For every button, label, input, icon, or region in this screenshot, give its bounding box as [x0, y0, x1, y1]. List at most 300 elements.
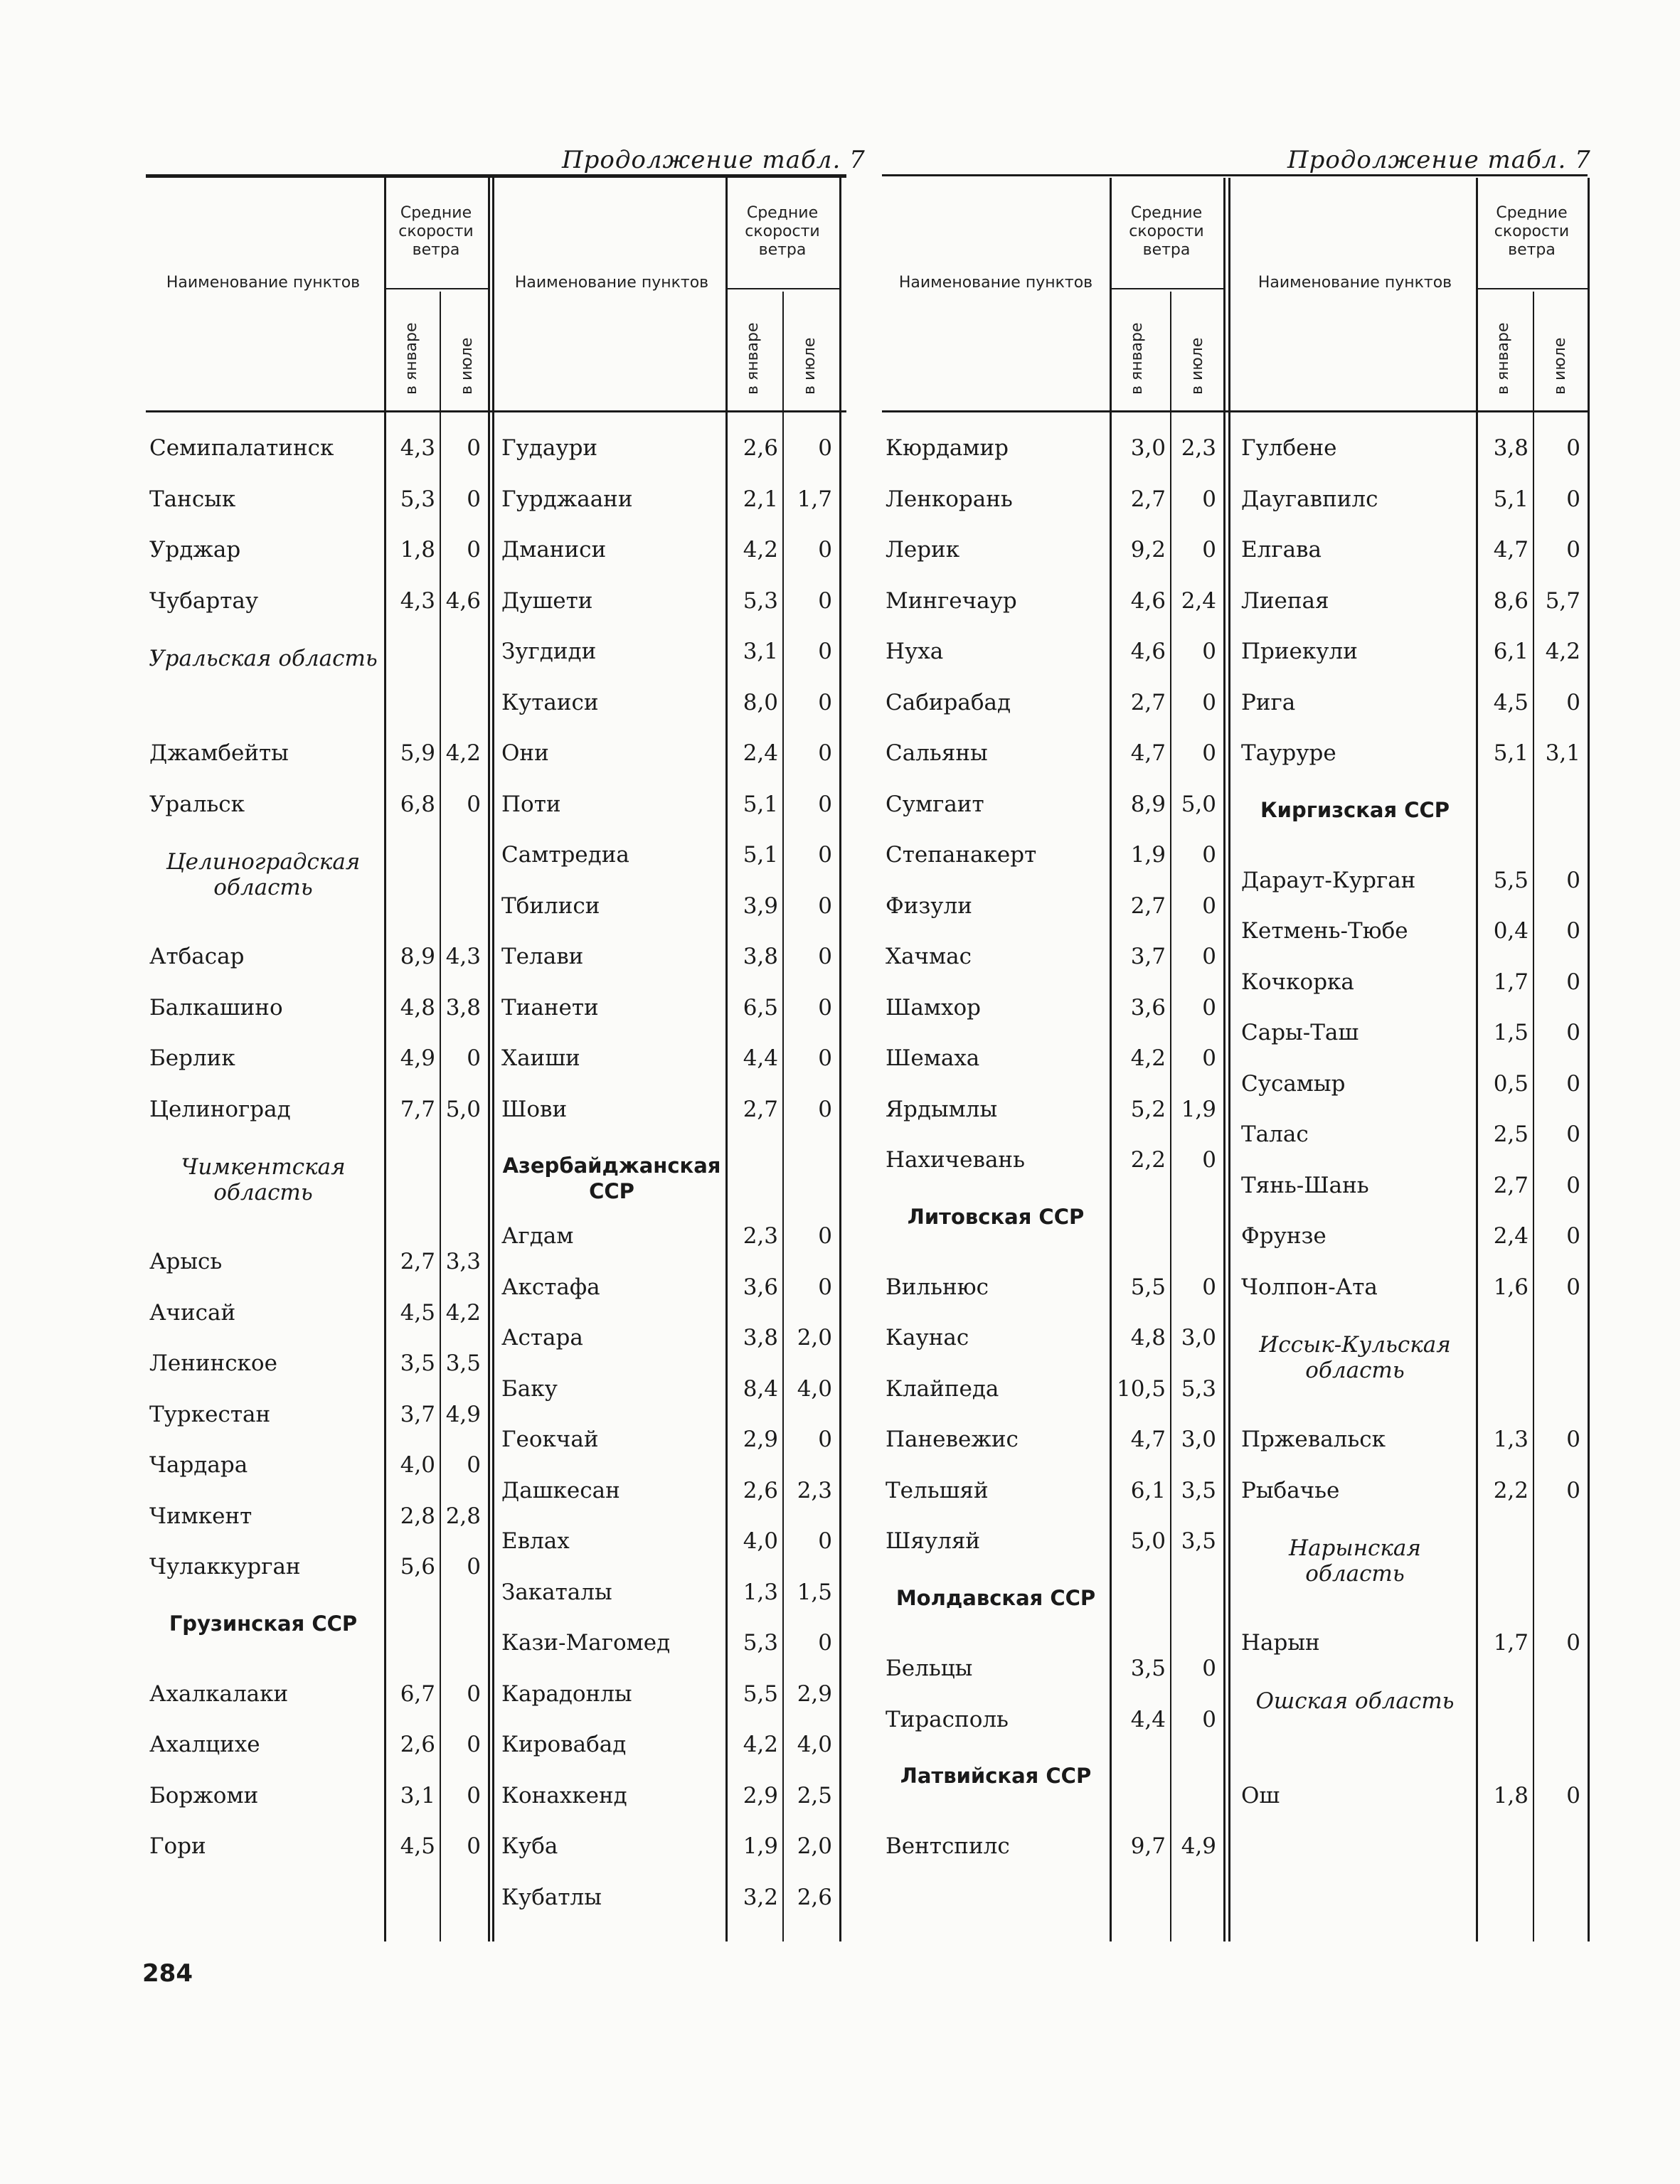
july-value: 0 — [1202, 1147, 1216, 1173]
july-value: 0 — [467, 435, 481, 461]
january-value: 8,0 — [743, 689, 778, 715]
july-value: 0 — [1566, 918, 1580, 944]
republic-heading: Киргизская ССР — [1260, 797, 1450, 822]
january-value: 2,5 — [1493, 1122, 1529, 1148]
july-value: 0 — [1202, 893, 1216, 919]
january-value: 5,1 — [743, 842, 778, 868]
july-value: 0 — [1566, 1477, 1580, 1503]
station-name: Чолпон-Ата — [1241, 1274, 1378, 1300]
july-value: 0 — [818, 791, 832, 817]
january-value: 4,6 — [1130, 587, 1166, 614]
january-value: 2,7 — [1130, 689, 1166, 715]
january-value: 2,7 — [1130, 893, 1166, 919]
july-value: 5,7 — [1545, 587, 1580, 614]
january-value: 5,6 — [400, 1554, 435, 1580]
july-value: 2,9 — [797, 1680, 832, 1707]
july-value: 0 — [1202, 689, 1216, 715]
january-value: 3,1 — [743, 639, 778, 664]
july-value: 0 — [467, 1833, 481, 1860]
july-value: 3,5 — [1181, 1528, 1216, 1555]
july-value: 4,2 — [1545, 639, 1580, 664]
january-value: 0,4 — [1493, 918, 1529, 944]
station-name: Ахалцихе — [149, 1732, 260, 1758]
station-name: Ачисай — [149, 1299, 236, 1326]
july-value: 1,7 — [797, 486, 832, 512]
station-name: Талас — [1241, 1122, 1309, 1148]
station-name: Конахкенд — [501, 1782, 627, 1809]
january-value: 2,6 — [743, 1477, 778, 1503]
station-name: Тауруре — [1241, 740, 1336, 766]
station-name: Нахичевань — [886, 1147, 1025, 1173]
july-value: 0 — [1566, 689, 1580, 715]
header-speed-label: Средние скорости ветра — [1494, 204, 1570, 259]
january-value: 2,2 — [1493, 1477, 1529, 1503]
january-value: 2,3 — [743, 1223, 778, 1250]
station-name: Тирасполь — [886, 1706, 1009, 1732]
july-value: 0 — [818, 1528, 832, 1555]
station-name: Степанакерт — [886, 842, 1037, 868]
january-value: 1,7 — [1493, 1630, 1529, 1656]
january-value: 4,8 — [400, 994, 435, 1021]
july-value: 2,3 — [1181, 435, 1216, 461]
station-name: Физули — [886, 893, 972, 919]
july-value: 0 — [1566, 486, 1580, 512]
july-value: 5,0 — [1181, 791, 1216, 817]
july-value: 0 — [467, 1045, 481, 1071]
station-name: Астара — [501, 1325, 583, 1351]
january-value: 5,1 — [1493, 740, 1529, 766]
station-name: Шови — [501, 1096, 568, 1122]
july-value: 0 — [1202, 1274, 1216, 1300]
station-name: Кюрдамир — [886, 435, 1009, 461]
july-value: 4,6 — [445, 587, 481, 614]
header-rule-right — [882, 410, 1588, 412]
republic-heading: Латвийская ССР — [900, 1764, 1092, 1788]
january-value: 9,2 — [1130, 537, 1166, 563]
july-value: 0 — [818, 994, 832, 1021]
july-value: 0 — [467, 537, 481, 563]
july-value: 0 — [1202, 740, 1216, 766]
january-value: 1,8 — [1493, 1782, 1529, 1809]
station-name: Ленинское — [149, 1351, 277, 1376]
july-value: 0 — [1566, 1070, 1580, 1097]
july-value: 0 — [1566, 1782, 1580, 1809]
station-name: Агдам — [501, 1223, 574, 1250]
july-value: 4,2 — [445, 740, 481, 766]
station-name: Нуха — [886, 639, 944, 664]
region-heading: Иссык-Кульская область — [1259, 1332, 1451, 1384]
station-name: Зугдиди — [501, 639, 597, 664]
july-value: 4,9 — [1181, 1833, 1216, 1860]
republic-heading: Молдавская ССР — [895, 1585, 1096, 1610]
january-value: 8,6 — [1493, 587, 1529, 614]
july-value: 0 — [1202, 639, 1216, 664]
january-value: 2,2 — [1130, 1147, 1166, 1173]
january-value: 1,9 — [743, 1833, 778, 1860]
july-value: 4,0 — [797, 1375, 832, 1402]
july-value: 2,6 — [797, 1884, 832, 1910]
january-value: 3,5 — [1130, 1656, 1166, 1681]
station-name: Они — [501, 740, 549, 766]
station-name: Кази-Магомед — [501, 1630, 671, 1656]
january-value: 2,6 — [743, 435, 778, 461]
station-name: Даугавпилс — [1241, 486, 1378, 512]
station-name: Гудаури — [501, 435, 598, 461]
july-value: 0 — [467, 1732, 481, 1758]
col-line — [839, 178, 841, 1941]
july-value: 0 — [1566, 1630, 1580, 1656]
region-heading: Целиноградская область — [166, 849, 361, 900]
january-value: 1,7 — [1493, 969, 1529, 995]
station-name: Тбилиси — [501, 893, 600, 919]
header-january-label: в январе — [403, 322, 420, 395]
january-value: 2,7 — [1493, 1172, 1529, 1198]
page-number: 284 — [142, 1959, 193, 1988]
july-value: 0 — [467, 1554, 481, 1580]
january-value: 9,7 — [1130, 1833, 1166, 1860]
january-value: 4,6 — [1130, 639, 1166, 664]
january-value: 5,3 — [743, 1630, 778, 1656]
july-value: 0 — [1566, 867, 1580, 893]
july-value: 3,0 — [1181, 1325, 1216, 1351]
station-name: Елгава — [1241, 537, 1322, 563]
july-value: 0 — [467, 1680, 481, 1707]
july-value: 0 — [818, 842, 832, 868]
july-value: 4,0 — [797, 1732, 832, 1758]
january-value: 5,1 — [1493, 486, 1529, 512]
july-value: 0 — [1566, 1020, 1580, 1046]
station-name: Вентспилс — [886, 1833, 1010, 1860]
station-name: Ярдымлы — [886, 1096, 998, 1122]
january-value: 5,5 — [1493, 867, 1529, 893]
july-value: 0 — [1566, 1223, 1580, 1250]
header-july-label: в июле — [801, 337, 819, 395]
january-value: 3,7 — [1130, 944, 1166, 969]
january-value: 4,2 — [743, 1732, 778, 1758]
station-name: Фрунзе — [1241, 1223, 1327, 1250]
july-value: 0 — [818, 1045, 832, 1071]
station-name: Уральск — [149, 791, 245, 817]
july-value: 0 — [1566, 1122, 1580, 1148]
top-rule-left — [146, 174, 846, 178]
station-name: Дараут-Курган — [1241, 867, 1416, 893]
january-value: 4,3 — [400, 587, 435, 614]
station-name: Мингечаур — [886, 587, 1017, 614]
july-value: 0 — [818, 1223, 832, 1250]
july-value: 4,2 — [445, 1299, 481, 1326]
station-name: Чимкент — [149, 1503, 252, 1529]
january-value: 3,8 — [1493, 435, 1529, 461]
col-line — [1223, 178, 1226, 1941]
january-value: 10,5 — [1116, 1375, 1166, 1402]
january-value: 8,9 — [1130, 791, 1166, 817]
station-name: Хачмас — [886, 944, 972, 969]
january-value: 5,0 — [1130, 1528, 1166, 1555]
station-name: Телави — [501, 944, 584, 969]
header-name-label: Наименование пунктов — [166, 274, 361, 292]
january-value: 1,5 — [1493, 1020, 1529, 1046]
col-line — [1588, 178, 1590, 1941]
july-value: 0 — [1202, 994, 1216, 1021]
july-value: 4,9 — [445, 1401, 481, 1427]
january-value: 1,6 — [1493, 1274, 1529, 1300]
station-name: Сабирабад — [886, 689, 1011, 715]
july-value: 0 — [467, 1452, 481, 1478]
january-value: 4,8 — [1130, 1325, 1166, 1351]
july-value: 2,5 — [797, 1782, 832, 1809]
january-value: 3,0 — [1130, 435, 1166, 461]
july-value: 0 — [818, 587, 832, 614]
january-value: 2,7 — [400, 1249, 435, 1274]
station-name: Геокчай — [501, 1427, 599, 1453]
station-name: Атбасар — [149, 944, 245, 969]
station-name: Дашкесан — [501, 1477, 620, 1503]
station-name: Ош — [1241, 1782, 1280, 1809]
station-name: Семипалатинск — [149, 435, 334, 461]
january-value: 6,1 — [1493, 639, 1529, 664]
january-value: 1,3 — [1493, 1427, 1529, 1453]
july-value: 3,0 — [1181, 1427, 1216, 1453]
january-value: 3,2 — [743, 1884, 778, 1910]
col-line — [492, 178, 494, 1941]
station-name: Сумгаит — [886, 791, 984, 817]
january-value: 7,7 — [400, 1096, 435, 1122]
january-value: 2,6 — [400, 1732, 435, 1758]
col-line — [488, 178, 490, 1941]
january-value: 3,5 — [400, 1351, 435, 1376]
station-name: Кочкорка — [1241, 969, 1354, 995]
header-january-label: в январе — [744, 322, 762, 395]
july-value: 0 — [467, 1782, 481, 1809]
january-value: 4,4 — [743, 1045, 778, 1071]
station-name: Тансык — [149, 486, 236, 512]
july-value: 3,3 — [445, 1249, 481, 1274]
caption-left: Продолжение табл. 7 — [562, 146, 866, 174]
january-value: 4,2 — [743, 537, 778, 563]
july-value: 2,0 — [797, 1833, 832, 1860]
january-value: 4,5 — [1493, 689, 1529, 715]
header-july-label: в июле — [1551, 337, 1569, 395]
july-value: 3,5 — [445, 1351, 481, 1376]
station-name: Кубатлы — [501, 1884, 602, 1910]
january-value: 1,8 — [400, 537, 435, 563]
republic-heading: Литовская ССР — [907, 1204, 1085, 1229]
station-name: Рыбачье — [1241, 1477, 1340, 1503]
january-value: 3,7 — [400, 1401, 435, 1427]
july-value: 0 — [1566, 435, 1580, 461]
january-value: 8,9 — [400, 944, 435, 969]
station-name: Карадонлы — [501, 1680, 632, 1707]
group-rule — [384, 288, 488, 289]
july-value: 0 — [818, 1630, 832, 1656]
january-value: 2,1 — [743, 486, 778, 512]
station-name: Лерик — [886, 537, 960, 563]
july-value: 0 — [818, 537, 832, 563]
july-value: 2,3 — [797, 1477, 832, 1503]
station-name: Чулаккурган — [149, 1554, 301, 1580]
top-rule-right — [882, 174, 1588, 176]
station-name: Чардара — [149, 1452, 248, 1478]
header-name-label: Наименование пунктов — [898, 274, 1093, 292]
station-name: Сальяны — [886, 740, 988, 766]
station-name: Бельцы — [886, 1656, 973, 1681]
january-value: 4,7 — [1493, 537, 1529, 563]
january-value: 4,7 — [1130, 1427, 1166, 1453]
july-value: 0 — [467, 791, 481, 817]
station-name: Сусамыр — [1241, 1070, 1346, 1097]
july-value: 0 — [1202, 842, 1216, 868]
station-name: Берлик — [149, 1045, 235, 1071]
station-name: Гулбене — [1241, 435, 1337, 461]
january-value: 2,9 — [743, 1427, 778, 1453]
header-january-label: в январе — [1128, 322, 1146, 395]
station-name: Акстафа — [501, 1274, 600, 1300]
station-name: Балкашино — [149, 994, 283, 1021]
header-january-label: в январе — [1494, 322, 1512, 395]
january-value: 4,4 — [1130, 1706, 1166, 1732]
january-value: 5,5 — [743, 1680, 778, 1707]
july-value: 0 — [1566, 1427, 1580, 1453]
july-value: 0 — [818, 1427, 832, 1453]
july-value: 3,1 — [1545, 740, 1580, 766]
station-name: Паневежис — [886, 1427, 1019, 1453]
header-name-label: Наименование пунктов — [1258, 274, 1452, 292]
july-value: 5,0 — [445, 1096, 481, 1122]
region-heading: Ошская область — [1255, 1688, 1455, 1714]
january-value: 6,5 — [743, 994, 778, 1021]
january-value: 2,8 — [400, 1503, 435, 1529]
station-name: Закаталы — [501, 1579, 612, 1605]
station-name: Шяуляй — [886, 1528, 981, 1555]
july-value: 1,5 — [797, 1579, 832, 1605]
station-name: Кировабад — [501, 1732, 627, 1758]
group-rule — [725, 288, 839, 289]
republic-heading: Грузинская ССР — [169, 1611, 358, 1636]
header-speed-label: Средние скорости ветра — [1129, 204, 1204, 259]
station-name: Туркестан — [149, 1401, 271, 1427]
july-value: 0 — [818, 740, 832, 766]
station-name: Кутаиси — [501, 689, 599, 715]
july-value: 0 — [818, 1096, 832, 1122]
header-rule-left — [146, 410, 846, 412]
col-line — [1228, 178, 1230, 1941]
january-value: 2,4 — [743, 740, 778, 766]
station-name: Душети — [501, 587, 593, 614]
july-value: 0 — [1202, 1045, 1216, 1071]
station-name: Дманиси — [501, 537, 607, 563]
january-value: 1,3 — [743, 1579, 778, 1605]
july-value: 0 — [818, 944, 832, 969]
july-value: 0 — [1202, 486, 1216, 512]
station-name: Боржоми — [149, 1782, 259, 1809]
station-name: Кетмень-Тюбе — [1241, 918, 1408, 944]
region-heading: Уральская область — [149, 646, 378, 671]
january-value: 4,2 — [1130, 1045, 1166, 1071]
july-value: 2,4 — [1181, 587, 1216, 614]
july-value: 0 — [1202, 1656, 1216, 1681]
july-value: 1,9 — [1181, 1096, 1216, 1122]
station-name: Шемаха — [886, 1045, 980, 1071]
station-name: Гурджаани — [501, 486, 633, 512]
region-heading: Чимкентская область — [181, 1154, 346, 1205]
july-value: 0 — [818, 435, 832, 461]
january-value: 5,3 — [400, 486, 435, 512]
july-value: 2,8 — [445, 1503, 481, 1529]
station-name: Пржевальск — [1241, 1427, 1386, 1453]
station-name: Джамбейты — [149, 740, 289, 766]
july-value: 0 — [1202, 1706, 1216, 1732]
republic-heading: Азербайджанская ССР — [502, 1154, 721, 1203]
january-value: 4,3 — [400, 435, 435, 461]
january-value: 8,4 — [743, 1375, 778, 1402]
station-name: Шамхор — [886, 994, 981, 1021]
station-name: Тианети — [501, 994, 599, 1021]
january-value: 3,6 — [1130, 994, 1166, 1021]
station-name: Ахалкалаки — [149, 1680, 289, 1707]
july-value: 2,0 — [797, 1325, 832, 1351]
station-name: Сары-Таш — [1241, 1020, 1359, 1046]
january-value: 4,9 — [400, 1045, 435, 1071]
january-value: 5,3 — [743, 587, 778, 614]
january-value: 6,1 — [1130, 1477, 1166, 1503]
january-value: 5,9 — [400, 740, 435, 766]
july-value: 0 — [818, 893, 832, 919]
station-name: Ленкорань — [886, 486, 1013, 512]
station-name: Вильнюс — [886, 1274, 989, 1300]
january-value: 6,8 — [400, 791, 435, 817]
header-name-label: Наименование пунктов — [514, 274, 709, 292]
january-value: 0,5 — [1493, 1070, 1529, 1097]
january-value: 5,5 — [1130, 1274, 1166, 1300]
january-value: 3,9 — [743, 893, 778, 919]
station-name: Поти — [501, 791, 561, 817]
july-value: 0 — [818, 1274, 832, 1300]
july-value: 3,5 — [1181, 1477, 1216, 1503]
july-value: 0 — [1566, 1274, 1580, 1300]
january-value: 6,7 — [400, 1680, 435, 1707]
station-name: Арысь — [149, 1249, 223, 1274]
january-value: 4,5 — [400, 1299, 435, 1326]
station-name: Тянь-Шань — [1241, 1172, 1369, 1198]
station-name: Евлах — [501, 1528, 570, 1555]
july-value: 3,8 — [445, 994, 481, 1021]
header-speed-label: Средние скорости ветра — [398, 204, 474, 259]
station-name: Хаиши — [501, 1045, 580, 1071]
group-rule — [1476, 288, 1588, 289]
july-value: 0 — [1566, 969, 1580, 995]
january-value: 5,2 — [1130, 1096, 1166, 1122]
january-value: 4,0 — [400, 1452, 435, 1478]
station-name: Нарын — [1241, 1630, 1320, 1656]
july-value: 0 — [1566, 1172, 1580, 1198]
station-name: Куба — [501, 1833, 558, 1860]
january-value: 2,4 — [1493, 1223, 1529, 1250]
july-value: 4,3 — [445, 944, 481, 969]
station-name: Клайпеда — [886, 1375, 999, 1402]
station-name: Гори — [149, 1833, 206, 1860]
station-name: Приекули — [1241, 639, 1358, 664]
station-name: Целиноград — [149, 1096, 291, 1122]
july-value: 0 — [467, 486, 481, 512]
station-name: Чубартау — [149, 587, 259, 614]
header-july-label: в июле — [458, 337, 476, 395]
january-value: 4,5 — [400, 1833, 435, 1860]
july-value: 0 — [1566, 537, 1580, 563]
station-name: Каунас — [886, 1325, 969, 1351]
january-value: 4,0 — [743, 1528, 778, 1555]
january-value: 3,1 — [400, 1782, 435, 1809]
january-value: 2,7 — [1130, 486, 1166, 512]
